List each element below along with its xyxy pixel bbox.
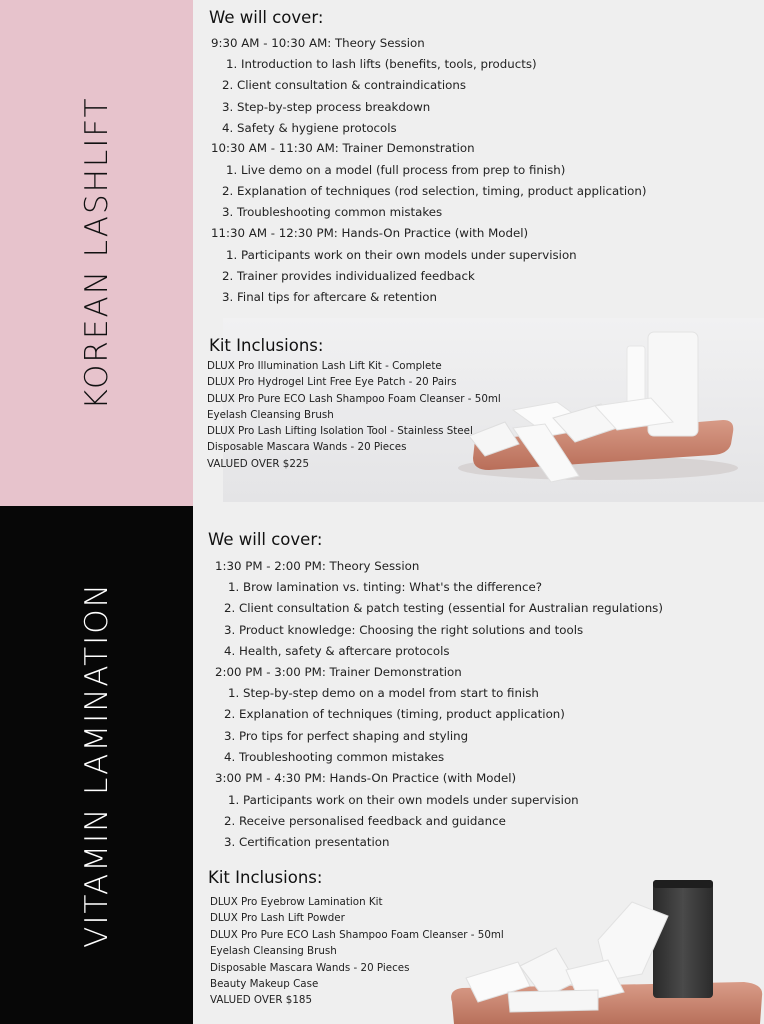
lashlift-side-band <box>0 0 193 506</box>
schedule-line: 1. Step-by-step demo on a model from start to finish <box>228 686 539 700</box>
schedule-line: 4. Safety & hygiene protocols <box>222 121 397 135</box>
schedule-line: 1. Participants work on their own models under supervision <box>226 248 577 262</box>
schedule-line: 1. Live demo on a model (full process from prep to finish) <box>226 163 566 177</box>
kit-item: Eyelash Cleansing Brush <box>210 945 337 957</box>
kit-item: Disposable Mascara Wands - 20 Pieces <box>207 441 407 453</box>
schedule-line: 4. Health, safety & aftercare protocols <box>224 644 450 658</box>
kit-item: Eyelash Cleansing Brush <box>207 409 334 421</box>
schedule-line: 4. Troubleshooting common mistakes <box>224 750 445 764</box>
schedule-line: 11:30 AM - 12:30 PM: Hands-On Practice (with Model) <box>211 226 529 240</box>
kit-item: DLUX Pro Illumination Lash Lift Kit - Complete <box>207 360 442 372</box>
schedule-line: 3:00 PM - 4:30 PM: Hands-On Practice (with Model) <box>215 771 517 785</box>
lamination-kit-photo <box>448 874 764 1024</box>
schedule-line: 2. Receive personalised feedback and guidance <box>224 814 506 828</box>
schedule-line: 2. Explanation of techniques (timing, product application) <box>224 707 565 721</box>
schedule-line: 3. Certification presentation <box>224 835 390 849</box>
schedule-line: 3. Step-by-step process breakdown <box>222 100 431 114</box>
lashlift-vertical-title: KOREAN LASHLIFT <box>78 96 115 410</box>
schedule-line: 3. Troubleshooting common mistakes <box>222 205 443 219</box>
lamination-side-band <box>0 506 193 1024</box>
schedule-line: 2. Client consultation & contraindications <box>222 78 467 92</box>
kit-item: DLUX Pro Lash Lift Powder <box>210 912 345 924</box>
schedule-line: 3. Pro tips for perfect shaping and styling <box>224 729 469 743</box>
lashlift-kit-heading: Kit Inclusions: <box>209 336 324 355</box>
kit-item: DLUX Pro Pure ECO Lash Shampoo Foam Cleanser - 50ml <box>210 929 504 941</box>
kit-item: DLUX Pro Hydrogel Lint Free Eye Patch - 20 Pairs <box>207 376 457 388</box>
lamination-panel <box>193 506 764 1024</box>
schedule-line: 2:00 PM - 3:00 PM: Trainer Demonstration <box>215 665 462 679</box>
lamination-kit-heading: Kit Inclusions: <box>208 868 323 887</box>
kit-item: Beauty Makeup Case <box>210 978 319 990</box>
schedule-line: 2. Trainer provides individualized feedback <box>222 269 475 283</box>
schedule-line: 2. Explanation of techniques (rod selection, timing, product application) <box>222 184 647 198</box>
lashlift-cover-heading: We will cover: <box>209 8 324 27</box>
schedule-line: 9:30 AM - 10:30 AM: Theory Session <box>211 36 425 50</box>
kit-item: DLUX Pro Lash Lifting Isolation Tool - Stainless Steel <box>207 425 473 437</box>
schedule-line: 10:30 AM - 11:30 AM: Trainer Demonstration <box>211 141 475 155</box>
kit-item: VALUED OVER $185 <box>210 994 313 1006</box>
lamination-cover-heading: We will cover: <box>208 530 323 549</box>
schedule-line: 2. Client consultation & patch testing (essential for Australian regulations) <box>224 601 663 615</box>
schedule-line: 1. Introduction to lash lifts (benefits, tools, products) <box>226 57 537 71</box>
schedule-line: 3. Product knowledge: Choosing the right solutions and tools <box>224 623 584 637</box>
lamination-vertical-title: VITAMIN LAMINATION <box>78 582 115 948</box>
schedule-line: 1:30 PM - 2:00 PM: Theory Session <box>215 559 420 573</box>
schedule-line: 1. Participants work on their own models under supervision <box>228 793 579 807</box>
lashlift-panel <box>193 0 764 506</box>
kit-item: DLUX Pro Pure ECO Lash Shampoo Foam Cleanser - 50ml <box>207 393 501 405</box>
kit-item: VALUED OVER $225 <box>207 458 310 470</box>
kit-item: DLUX Pro Eyebrow Lamination Kit <box>210 896 383 908</box>
kit-item: Disposable Mascara Wands - 20 Pieces <box>210 962 410 974</box>
schedule-line: 3. Final tips for aftercare & retention <box>222 290 437 304</box>
schedule-line: 1. Brow lamination vs. tinting: What's the difference? <box>228 580 542 594</box>
